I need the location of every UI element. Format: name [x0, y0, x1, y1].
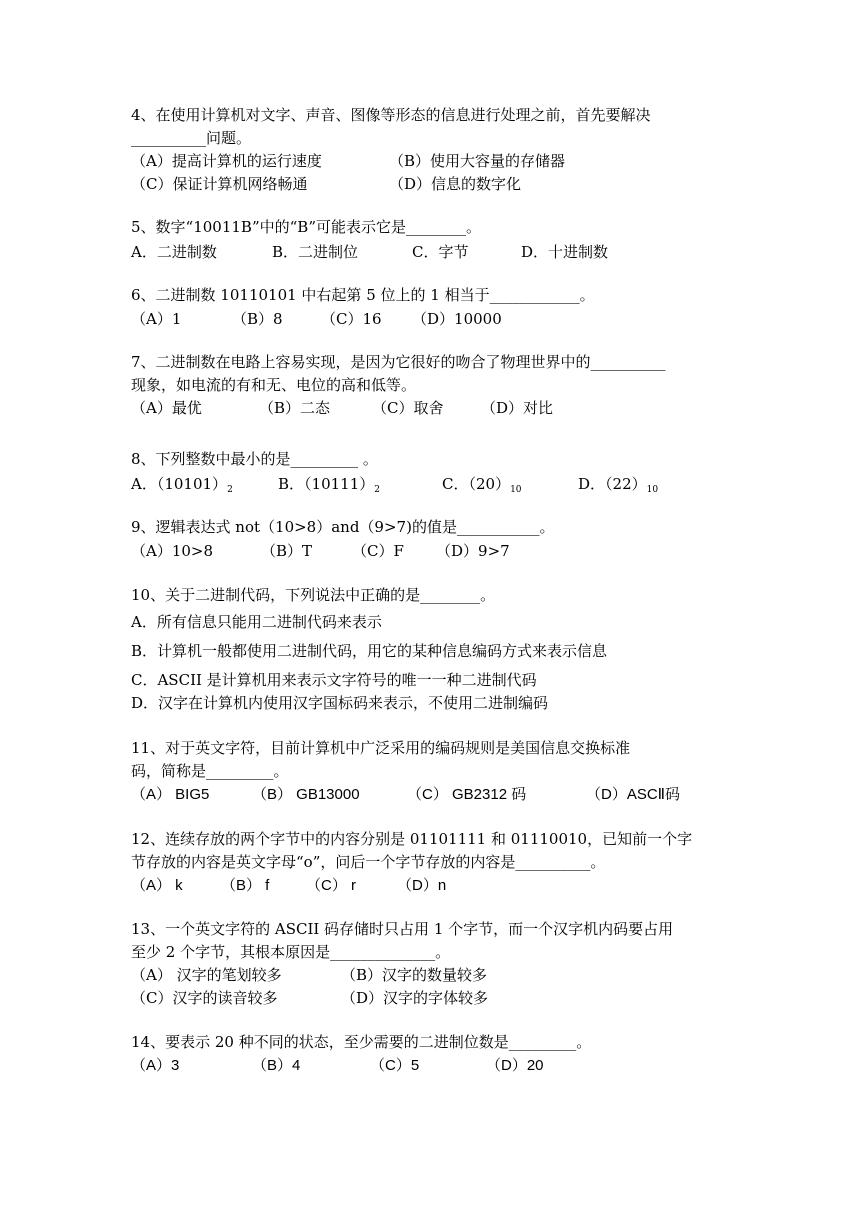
question-5	[131, 216, 731, 264]
option-row	[131, 540, 731, 563]
option-c: （C） r	[306, 877, 356, 894]
question-text: 11、对于英文字符，目前计算机中广泛采用的编码规则是美国信息交换标准	[131, 739, 631, 757]
option-d: （D）9>7	[436, 542, 510, 560]
option-d: （D）信息的数字化	[389, 175, 522, 193]
option-b: B．$(10111)_2$	[278, 475, 380, 495]
option-a: （A）1	[131, 310, 182, 328]
option-c: （C）取舍	[372, 399, 444, 417]
option-row	[131, 397, 731, 420]
choice-d: D．汉字在计算机内使用汉字国标码来表示，不使用二进制编码	[131, 694, 549, 712]
question-12	[131, 828, 731, 897]
option-a: A．二进制数	[131, 243, 217, 261]
option-a: （A） k	[131, 877, 183, 894]
option-b: （B）二态	[259, 399, 331, 417]
question-text: 12、连续存放的两个字节中的内容分别是 01101111 和 01110010，已知前一个字	[131, 830, 693, 848]
option-row	[131, 241, 731, 264]
option-row	[131, 987, 731, 1010]
option-d: （D）20	[486, 1057, 544, 1074]
option-c: （C）16	[321, 310, 382, 328]
option-row	[131, 874, 731, 897]
question-13	[131, 918, 731, 1010]
subscript: 2	[374, 485, 380, 495]
option-c: （C）F	[352, 542, 404, 560]
option-a: （A）10>8	[131, 542, 214, 560]
question-text: 14、要表示 20 种不同的状态，至少需要的二进制位数是_________。	[131, 1033, 592, 1051]
option-c: （C）5	[370, 1057, 420, 1074]
question-8	[131, 448, 731, 496]
subscript: 10	[510, 485, 522, 495]
option-b: （B）汉字的数量较多	[341, 966, 488, 984]
option-d: （D）汉字的字体较多	[341, 989, 489, 1007]
question-text: 6、二进制数 10110101 中右起第 5 位上的 1 相当于____________。	[131, 286, 595, 304]
question-text: 现象，如电流的有和无、电位的高和低等。	[131, 376, 417, 394]
option-row	[131, 308, 731, 331]
option-row	[131, 473, 731, 496]
option-a: （A） BIG5	[131, 786, 210, 803]
question-11	[131, 737, 731, 806]
question-text: __________问题。	[131, 129, 252, 147]
option-d: （D）n	[397, 877, 447, 894]
option-d: （D）ASCⅡ码	[586, 786, 681, 803]
question-4	[131, 104, 731, 196]
option-a: A．$(10101)_2$	[131, 475, 233, 495]
question-text: 4、在使用计算机对文字、声音、图像等形态的信息进行处理之前，首先要解决	[131, 106, 651, 124]
question-text: 至少 2 个字节，其根本原因是______________。	[131, 943, 451, 961]
option-row	[131, 173, 731, 196]
option-b: （B）T	[261, 542, 313, 560]
question-14	[131, 1031, 731, 1077]
option-b: （B）8	[232, 310, 283, 328]
option-a: （A）提高计算机的运行速度	[131, 152, 322, 170]
option-row	[131, 150, 731, 173]
question-text: 码，简称是_________。	[131, 762, 289, 780]
option-b: （B）使用大容量的存储器	[389, 152, 566, 170]
question-text: 10、关于二进制代码，下列说法中正确的是________。	[131, 586, 496, 604]
option-d: （D）对比	[481, 399, 554, 417]
question-text: 节存放的内容是英文字母“o”，问后一个字节存放的内容是__________。	[131, 853, 606, 871]
option-b: B．二进制位	[272, 243, 359, 261]
option-a: （A） 汉字的笔划较多	[131, 966, 282, 984]
option-c: （C） GB2312 码	[407, 786, 527, 803]
option-row	[131, 964, 731, 987]
question-text: 5、数字“10011B”中的“B”可能表示它是________。	[131, 218, 481, 236]
option-b: （B）4	[252, 1057, 301, 1074]
option-row	[131, 1054, 731, 1077]
question-text: 13、一个英文字符的 ASCII 码存储时只占用 1 个字节，而一个汉字机内码要占用	[131, 920, 674, 938]
option-b: （B） GB13000	[252, 786, 360, 803]
option-c: C．$(20)_{10}$	[442, 475, 522, 495]
option-a: （A）3	[131, 1057, 180, 1074]
option-row	[131, 783, 731, 806]
option-d: （D）10000	[412, 310, 502, 328]
option-c: （C）汉字的读音较多	[131, 989, 278, 1007]
question-text: 9、逻辑表达式 not（10>8）and（9>7)的值是___________。	[131, 518, 555, 536]
option-a: （A）最优	[131, 399, 202, 417]
question-9	[131, 516, 731, 563]
choice-a: A．所有信息只能用二进制代码来表示	[131, 613, 382, 631]
question-text: 7、二进制数在电路上容易实现，是因为它很好的吻合了物理世界中的__________	[131, 353, 666, 371]
option-d: D．十进制数	[521, 243, 609, 261]
option-b: （B） f	[221, 877, 270, 894]
question-text: 8、下列整数中最小的是_________ 。	[131, 450, 378, 468]
choice-c: C．ASCII 是计算机用来表示文字符号的唯一一种二进制代码	[131, 671, 537, 689]
option-d: D．$(22)_{10}$	[578, 475, 659, 495]
question-10	[131, 584, 731, 715]
option-c: C．字节	[412, 243, 469, 261]
question-6	[131, 284, 731, 331]
choice-b: B．计算机一般都使用二进制代码，用它的某种信息编码方式来表示信息	[131, 642, 608, 660]
subscript: 10	[646, 485, 659, 495]
option-c: （C）保证计算机网络畅通	[131, 175, 308, 193]
subscript: 2	[227, 485, 233, 495]
question-7	[131, 351, 731, 420]
